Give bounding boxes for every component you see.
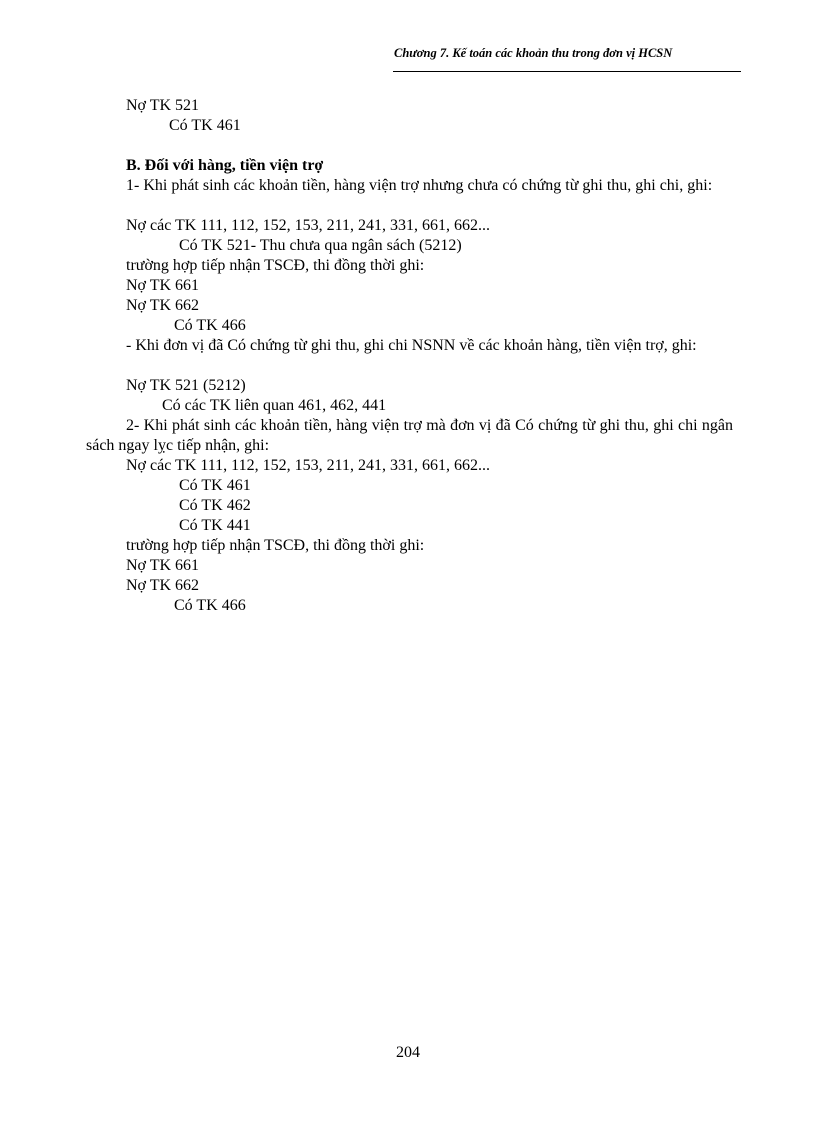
entry-line: Có TK 461 bbox=[179, 477, 251, 494]
section-heading: B. Đối với hàng, tiền viện trợ bbox=[126, 157, 324, 174]
entry-line: Nợ TK 661 bbox=[126, 277, 200, 294]
entry-line: Nợ các TK 111, 112, 152, 153, 211, 241, 331, 661, 662... bbox=[126, 457, 490, 474]
entry-line: Có TK 521- Thu chưa qua ngân sách (5212) bbox=[179, 237, 462, 254]
entry-line: Có TK 462 bbox=[179, 497, 251, 514]
paragraph: - Khi đơn vị đã Có chứng từ ghi thu, ghi chi NSNN về các khoản hàng, tiền viện trợ, ghi: bbox=[126, 337, 697, 354]
entry-line: Có các TK liên quan 461, 462, 441 bbox=[162, 397, 387, 414]
entry-line: Nợ các TK 111, 112, 152, 153, 211, 241, 331, 661, 662... bbox=[126, 217, 490, 234]
entry-line: Nợ TK 661 bbox=[126, 557, 200, 574]
entry-line: Có TK 461 bbox=[169, 117, 241, 134]
entry-line: Nợ TK 662 bbox=[126, 577, 200, 594]
header-rule bbox=[393, 71, 741, 72]
chapter-header: Chương 7. Kế toán các khoản thu trong đơn vị HCSN bbox=[394, 46, 673, 60]
entry-line: trường hợp tiếp nhận TSCĐ, thi đồng thời ghi: bbox=[126, 537, 425, 554]
entry-line: Nợ TK 662 bbox=[126, 297, 200, 314]
paragraph: 2- Khi phát sinh các khoản tiền, hàng viện trợ mà đơn vị đã Có chứng từ ghi thu, ghi chi ngân sách ngay lỵc tiếp nhận, ghi: bbox=[86, 417, 733, 454]
page-number: 204 bbox=[396, 1044, 420, 1061]
entry-line: Có TK 466 bbox=[174, 597, 246, 614]
paragraph: 1- Khi phát sinh các khoản tiền, hàng viện trợ nhưng chưa có chứng từ ghi thu, ghi chi, ghi: bbox=[126, 177, 713, 194]
entry-line: Có TK 466 bbox=[174, 317, 246, 334]
entry-line: Nợ TK 521 (5212) bbox=[126, 377, 246, 394]
entry-line: Nợ TK 521 bbox=[126, 97, 200, 114]
entry-line: Có TK 441 bbox=[179, 517, 251, 534]
entry-line: trường hợp tiếp nhận TSCĐ, thi đồng thời ghi: bbox=[126, 257, 425, 274]
